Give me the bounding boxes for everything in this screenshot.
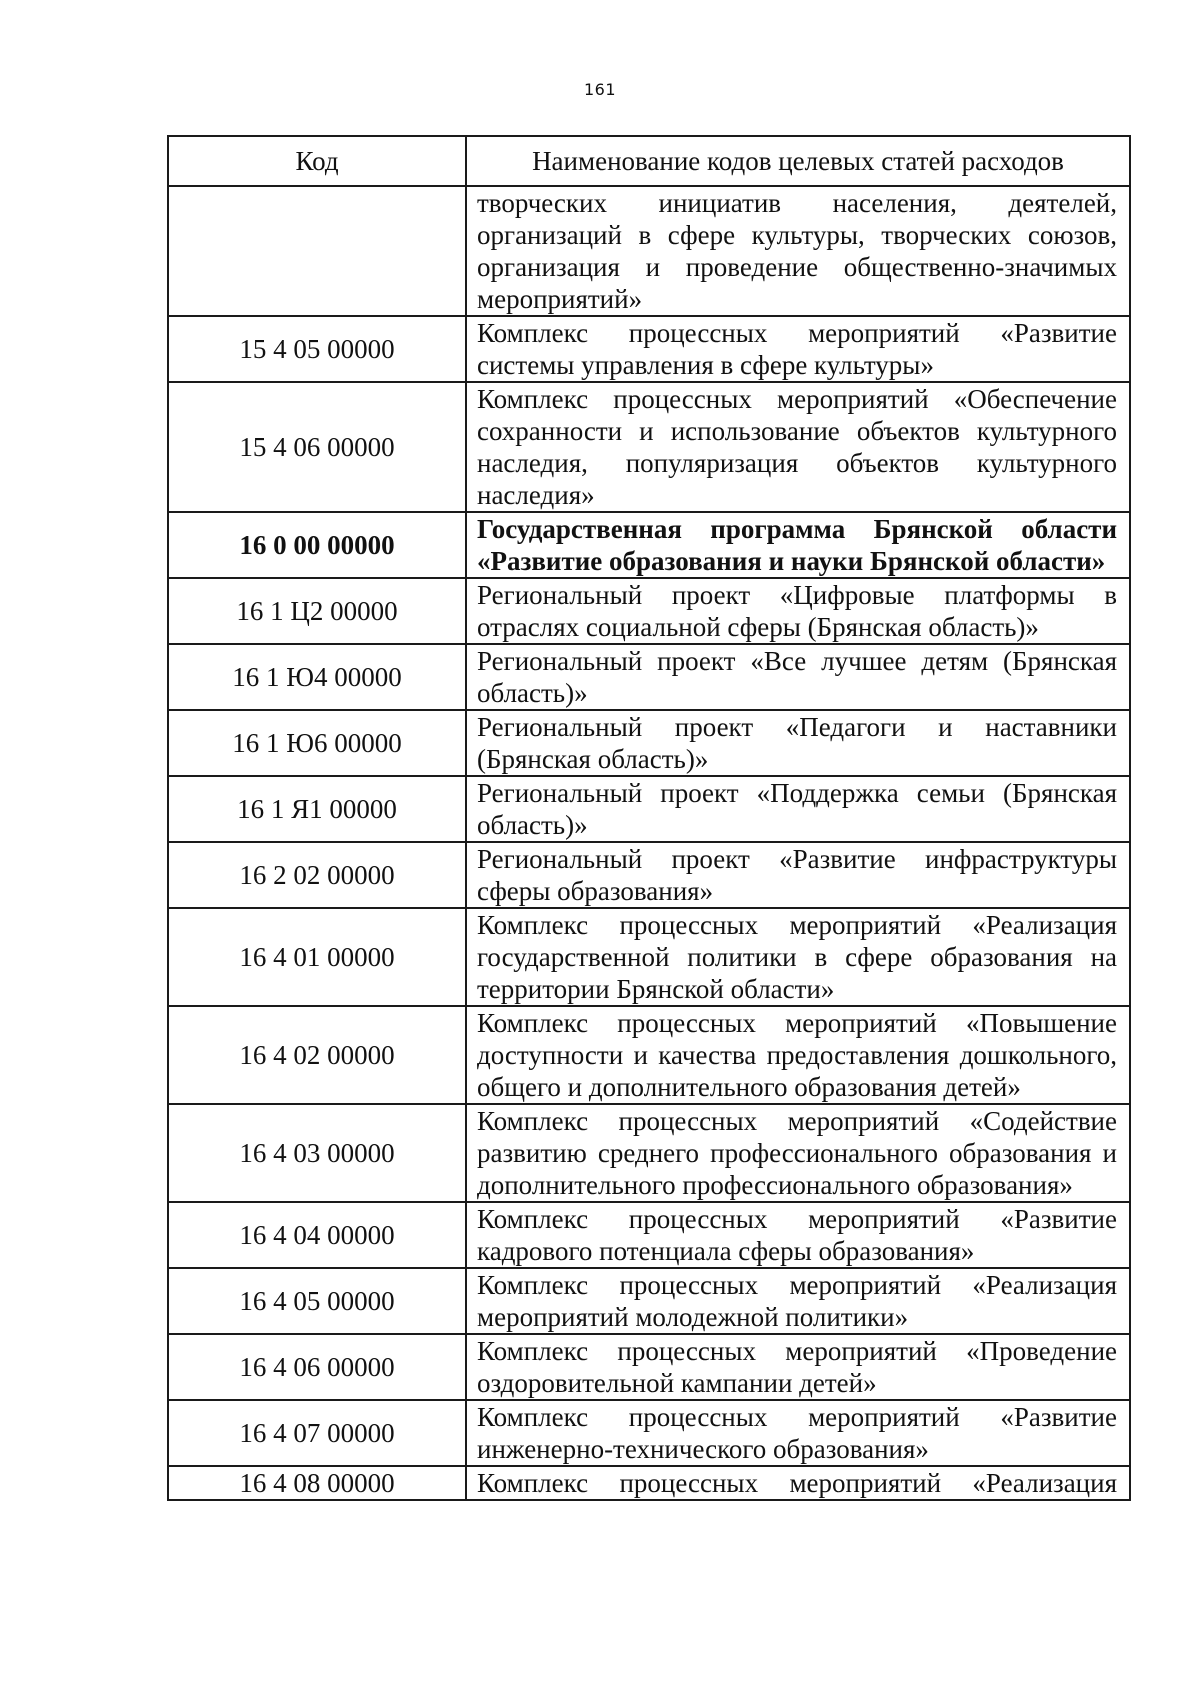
- row-code: 15 4 06 00000: [168, 382, 466, 512]
- row-code: 16 1 Ю6 00000: [168, 710, 466, 776]
- row-name: Региональный проект «Поддержка семьи (Брянская область)»: [466, 776, 1130, 842]
- table-header-row: [168, 136, 1130, 186]
- row-code: [168, 186, 466, 316]
- table-row: [168, 1268, 1130, 1334]
- row-name: Комплекс процессных мероприятий «Проведение оздоровительной кампании детей»: [466, 1334, 1130, 1400]
- row-name: Комплекс процессных мероприятий «Реализация мероприятий молодежной политики»: [466, 1268, 1130, 1334]
- header-name: Наименование кодов целевых статей расходов: [466, 136, 1130, 186]
- table-row: [168, 908, 1130, 1006]
- row-code: 16 4 02 00000: [168, 1006, 466, 1104]
- row-name: Региональный проект «Цифровые платформы в отраслях социальной сферы (Брянская область)»: [466, 578, 1130, 644]
- row-name: Региональный проект «Развитие инфраструктуры сферы образования»: [466, 842, 1130, 908]
- row-name: Комплекс процессных мероприятий «Развитие системы управления в сфере культуры»: [466, 316, 1130, 382]
- row-code: 16 4 03 00000: [168, 1104, 466, 1202]
- table-row: [168, 644, 1130, 710]
- table-row: [168, 842, 1130, 908]
- row-name: Комплекс процессных мероприятий «Повышение доступности и качества предоставления дошкольного, общего и дополнительного образования детей»: [466, 1006, 1130, 1104]
- table-row: [168, 316, 1130, 382]
- row-name: Комплекс процессных мероприятий «Развитие кадрового потенциала сферы образования»: [466, 1202, 1130, 1268]
- table-row: [168, 186, 1130, 316]
- row-code: 16 4 07 00000: [168, 1400, 466, 1466]
- row-code: 16 4 01 00000: [168, 908, 466, 1006]
- row-code: 16 1 Ц2 00000: [168, 578, 466, 644]
- table-row: [168, 382, 1130, 512]
- row-code: 16 1 Я1 00000: [168, 776, 466, 842]
- row-code: 16 0 00 00000: [168, 512, 466, 578]
- row-code: 16 1 Ю4 00000: [168, 644, 466, 710]
- table-row: [168, 1334, 1130, 1400]
- row-name: Региональный проект «Все лучшее детям (Брянская область)»: [466, 644, 1130, 710]
- row-code: 16 4 08 00000: [168, 1466, 466, 1500]
- row-code: 15 4 05 00000: [168, 316, 466, 382]
- row-name: Комплекс процессных мероприятий «Реализация государственной политики в сфере образования на территории Брянской области»: [466, 908, 1130, 1006]
- row-name: Комплекс процессных мероприятий «Развитие инженерно-технического образования»: [466, 1400, 1130, 1466]
- table-row: [168, 776, 1130, 842]
- table-row-program: [168, 512, 1130, 578]
- row-name: Региональный проект «Педагоги и наставники (Брянская область)»: [466, 710, 1130, 776]
- table-row: [168, 578, 1130, 644]
- row-code: 16 4 05 00000: [168, 1268, 466, 1334]
- table-row: [168, 710, 1130, 776]
- table-row: [168, 1104, 1130, 1202]
- row-name: Комплекс процессных мероприятий «Содействие развитию среднего профессионального образования и дополнительного профессионального образования»: [466, 1104, 1130, 1202]
- table-row-continued: [168, 1466, 1130, 1500]
- row-name: Государственная программа Брянской области «Развитие образования и науки Брянской области»: [466, 512, 1130, 578]
- row-code: 16 2 02 00000: [168, 842, 466, 908]
- row-code: 16 4 04 00000: [168, 1202, 466, 1268]
- target-expense-codes-table: [167, 135, 1131, 1501]
- table-row: [168, 1400, 1130, 1466]
- page-number: 161: [583, 80, 617, 99]
- table-row: [168, 1006, 1130, 1104]
- row-name: Комплекс процессных мероприятий «Обеспечение сохранности и использование объектов культурного наследия, популяризация объектов культурного наследия»: [466, 382, 1130, 512]
- row-name: творческих инициатив населения, деятелей, организаций в сфере культуры, творческих союзов, организация и проведение общественно-значимых мероприятий»: [466, 186, 1130, 316]
- row-name: Комплекс процессных мероприятий «Реализация: [466, 1466, 1130, 1500]
- table-row: [168, 1202, 1130, 1268]
- row-code: 16 4 06 00000: [168, 1334, 466, 1400]
- header-code: Код: [168, 136, 466, 186]
